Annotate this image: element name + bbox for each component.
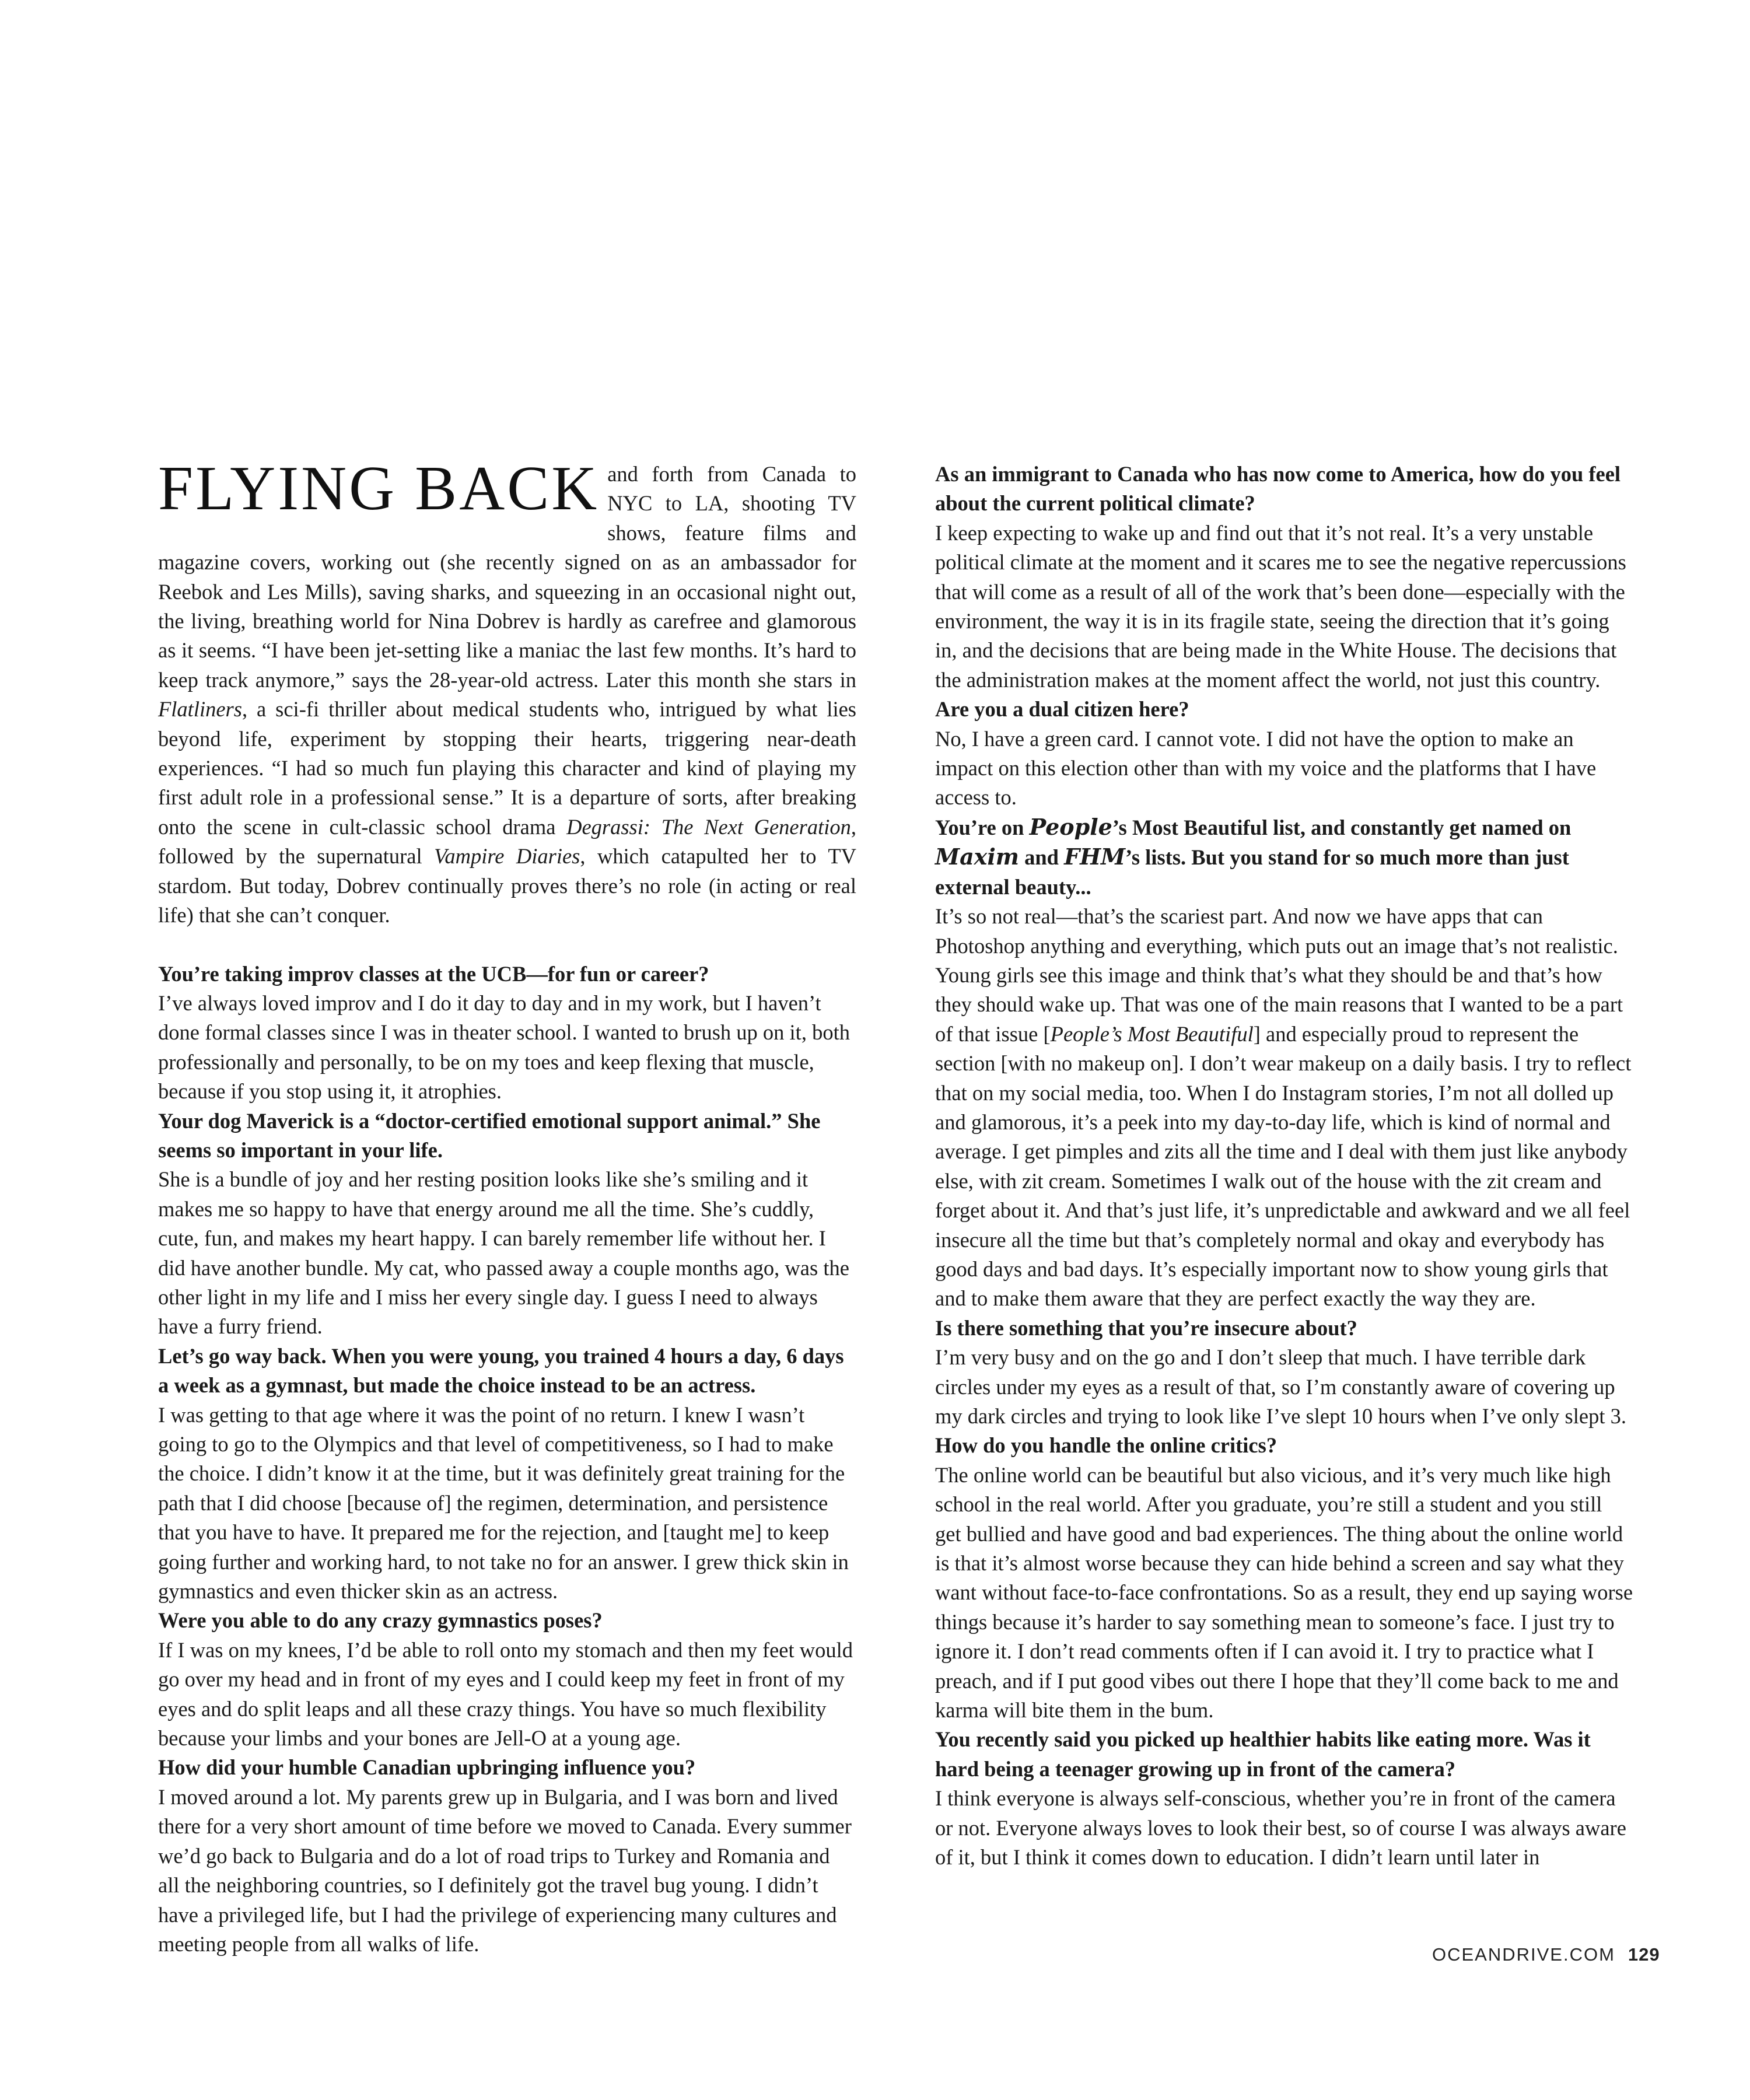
intro-text: , followed by the supernatural	[158, 814, 856, 869]
interview-answer: The online world can be beautiful but also vicious, and it’s very much like high school in the real world. After you graduate, you’re still a student and you still get bullied and have good and bad experiences. The thing about the online world is that it’s almost worse because they can hide behind a screen and say what they want without face-to-face confrontations. So as a result, they end up saying worse things because it’s harder to say something mean to someone’s face. I just try to ignore it. I don’t read comments often if I can avoid it. I try to practice what I preach, and if I put good vibes out there I hope that they’ll come back to me and karma will bite them in the bum.	[935, 1462, 1633, 1723]
left-column	[158, 454, 857, 1959]
interview-answer: I moved around a lot. My parents grew up in Bulgaria, and I was born and lived there for a very short amount of time before we moved to Canada. Every summer we’d go back to Bulgaria and do a lot of road trips to Turkey and Romania and all the neighboring countries, so I definitely got the travel bug young. I didn’t have a privileged life, but I had the privilege of experiencing many cultures and meeting people from all walks of life.	[158, 1784, 852, 1956]
interview-answer: I was getting to that age where it was the point of no return. I knew I wasn’t going to go to the Olympics and that level of competitiveness, so I had to make the choice. I didn’t know it at the time, but it was definitely great training for the path that I did choose [because of] the regimen, determination, and persistence that you have to have. It prepared me for the rejection, and [taught me] to keep going further and working hard, to not take no for an answer. I grew thick skin in gymnastics and even thicker skin as an actress.	[158, 1402, 849, 1604]
issue-title: People’s Most Beautiful	[1050, 1021, 1254, 1046]
show-title: Degrassi: The Next Generation	[566, 814, 851, 839]
question-text: and	[1019, 845, 1065, 870]
section-spacer	[158, 930, 856, 960]
interview-question: How do you handle the online critics?	[935, 1433, 1278, 1458]
interview-answer: I’m very busy and on the go and I don’t sleep that much. I have terrible dark circles under my eyes as a result of that, so I’m constantly aware of covering up my dark circles and trying to look like I’ve slept 10 hours when I’ve only slept 3.	[935, 1345, 1626, 1428]
question-text: You’re on	[935, 815, 1030, 839]
page-footer	[1432, 1944, 1660, 1965]
intro-text: , which catapulted her to TV stardom. But today, Dobrev continually proves there’s no role (in acting or real life) that she can’t conquer.	[158, 844, 857, 928]
answer-text: It’s so not real—that’s the scariest part. And now we have apps that can Photoshop anything and everything, which puts out an image that’s not realistic. Young girls see this image and think that’s what they should be and that’s how they should wake up. That was one of the main reasons that I wanted to be a part of that issue [	[935, 904, 1623, 1046]
interview-question: Let’s go way back. When you were young, you trained 4 hours a day, 6 days a week as a gymnast, but made the choice instead to be an actress.	[158, 1343, 844, 1398]
show-title: Vampire Diaries	[434, 844, 580, 869]
question-text: ’s Most Beautiful list, and constantly get named on	[1112, 815, 1572, 839]
dropcap-heading: FLYING BACK	[158, 454, 600, 523]
magazine-name-fhm: FHM	[1064, 844, 1126, 870]
magazine-name-maxim: Maxim	[935, 844, 1019, 870]
article-intro	[158, 454, 857, 930]
interview-answer: If I was on my knees, I’d be able to roll onto my stomach and then my feet would go over my head and in front of my eyes and I could keep my feet in front of my eyes and do split leaps and all these crazy things. You have so much flexibility because your limbs and your bones are Jell-O at a young age.	[158, 1637, 853, 1751]
right-column	[935, 460, 1633, 1873]
interview-question: As an immigrant to Canada who has now come to America, how do you feel about the current political climate?	[935, 462, 1621, 516]
interview-answer: She is a bundle of joy and her resting position looks like she’s smiling and it makes me so happy to have that energy around me all the time. She’s cuddly, cute, fun, and makes my heart happy. I can barely remember life without her. I did have another bundle. My cat, who passed away a couple months ago, was the other light in my life and I miss her every single day. I guess I need to always have a furry friend.	[158, 1167, 849, 1339]
interview-question: Is there something that you’re insecure about?	[935, 1315, 1357, 1340]
interview-answer: I’ve always loved improv and I do it day to day and in my work, but I haven’t done formal classes since I was in theater school. I wanted to brush up on it, both professionally and personally, to be on my toes and keep flexing that muscle, because if you stop using it, it atrophies.	[158, 991, 850, 1104]
interview-question: How did your humble Canadian upbringing influence you?	[158, 1755, 696, 1780]
interview-answer: I keep expecting to wake up and find out that it’s not real. It’s a very unstable political climate at the moment and it scares me to see the negative repercussions that will come as a result of all of the work that’s been done—especially with the environment, the way it is in its fragile state, seeing the direction that it’s going in, and the decisions that are being made in the White House. The decisions that the administration makes at the moment affect the world, not just this country.	[935, 520, 1626, 692]
interview-answer: I think everyone is always self-conscious, whether you’re in front of the camera or not. Everyone always loves to look their best, so of course I was always aware of it, but I think it comes down to education. I didn’t learn until later in	[935, 1786, 1626, 1870]
interview-question: Were you able to do any crazy gymnastics poses?	[158, 1608, 603, 1633]
intro-text: , a sci-fi thriller about medical students who, intrigued by what lies beyond life, experiment by stopping their hearts, triggering near-death experiences. “I had so much fun playing this character and kind of playing my first adult role in a professional sense.” It is a departure of sorts, after breaking onto the scene in cult-classic school drama	[158, 697, 856, 839]
intro-text: and forth from Canada to NYC to LA, shooting TV shows, feature films and magazine covers, working out (she recently signed on as an ambassador for Reebok and Les Mills), saving sharks, and squeezing in an occasional night out, the living, breathing world for Nina Dobrev is hardly as carefree and glamorous as it seems. “I have been jet-setting like a maniac the last few months. It’s hard to keep track anymore,” says the 28-year-old actress. Later this month she stars in	[158, 462, 856, 692]
site-name: OCEANDRIVE.COM	[1432, 1944, 1615, 1965]
interview-question-beauty	[935, 813, 1633, 902]
magazine-name-people: People	[1029, 813, 1112, 840]
page-number: 129	[1628, 1944, 1660, 1965]
interview-question: You’re taking improv classes at the UCB—for fun or career?	[158, 961, 709, 986]
question-text: ’s lists. But you stand for so much more than just external beauty...	[935, 845, 1569, 899]
interview-question: Are you a dual citizen here?	[935, 697, 1189, 722]
film-title: Flatliners	[158, 697, 242, 722]
interview-answer: No, I have a green card. I cannot vote. I did not have the option to make an impact on this election other than with my voice and the platforms that I have access to.	[935, 726, 1597, 810]
interview-question: Your dog Maverick is a “doctor-certified emotional support animal.” She seems so important in your life.	[158, 1108, 821, 1162]
answer-text: ] and especially proud to represent the section [with no makeup on]. I don’t wear makeup on a daily basis. I try to reflect that on my social media, too. When I do Instagram stories, I’m not all dolled up and glamorous, it’s a peek into my day-to-day life, which is kind of normal and average. I get pimples and zits all the time and I deal with them just like anybody else, with zit cream. Sometimes I walk out of the house with the zit cream and forget about it. And that’s just life, it’s unpredictable and awkward and we all feel insecure all the time but that’s completely normal and okay and everybody has good days and bad days. It’s especially important now to show young girls that and to make them aware that they are perfect exactly the way they are.	[935, 1021, 1632, 1311]
interview-answer-beauty	[935, 902, 1633, 1314]
interview-question: You recently said you picked up healthier habits like eating more. Was it hard being a teenager growing up in front of the camera?	[935, 1727, 1591, 1781]
